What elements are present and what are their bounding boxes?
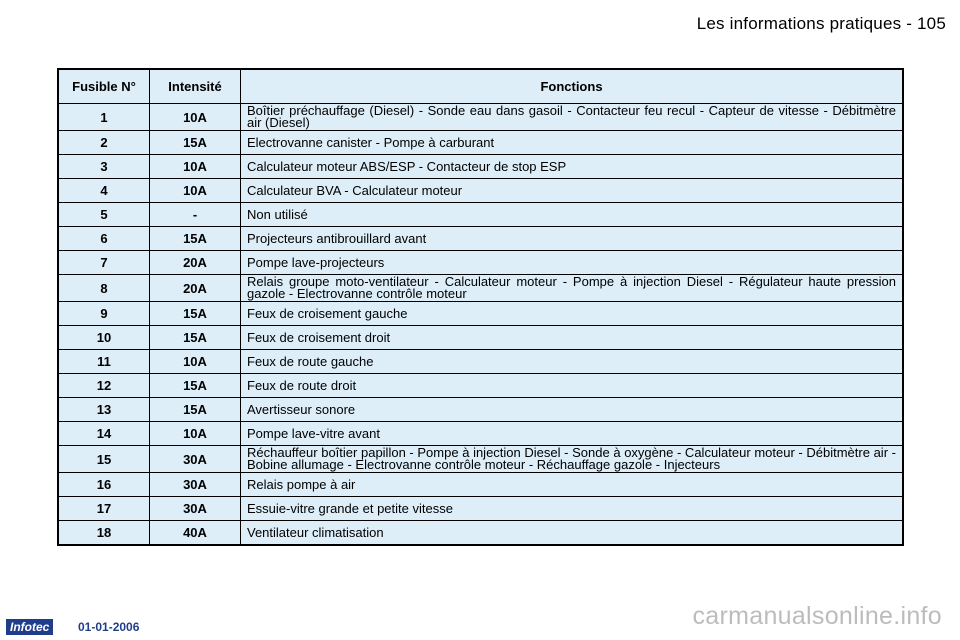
fuse-function: Calculateur moteur ABS/ESP - Contacteur de stop ESP — [241, 155, 904, 179]
table-row — [58, 104, 903, 131]
fuse-function: Feux de croisement gauche — [241, 302, 904, 326]
fuse-number: 17 — [58, 497, 150, 521]
table-row — [58, 131, 903, 155]
fuse-intensity: 30A — [150, 497, 241, 521]
fuse-intensity: 10A — [150, 104, 241, 131]
page-header-title: Les informations pratiques - 105 — [696, 14, 946, 33]
col-header-intensity: Intensité — [150, 69, 241, 104]
fuse-intensity: 15A — [150, 227, 241, 251]
fuse-intensity: 10A — [150, 155, 241, 179]
fuse-function: Relais pompe à air — [241, 473, 904, 497]
fuse-number: 9 — [58, 302, 150, 326]
fuse-number: 13 — [58, 398, 150, 422]
fuse-intensity: 10A — [150, 422, 241, 446]
fuse-number: 16 — [58, 473, 150, 497]
fuse-intensity: 30A — [150, 473, 241, 497]
fuse-intensity: 15A — [150, 326, 241, 350]
table-row — [58, 446, 903, 473]
fuse-function: Electrovanne canister - Pompe à carburant — [241, 131, 904, 155]
table-row — [58, 275, 903, 302]
fuse-number: 6 — [58, 227, 150, 251]
table-row — [58, 374, 903, 398]
fuse-number: 15 — [58, 446, 150, 473]
table-row — [58, 179, 903, 203]
table-row — [58, 350, 903, 374]
fuse-number: 11 — [58, 350, 150, 374]
table-row — [58, 227, 903, 251]
fuse-function: Pompe lave-vitre avant — [241, 422, 904, 446]
fuse-function: Feux de route gauche — [241, 350, 904, 374]
fuse-number: 7 — [58, 251, 150, 275]
fuse-function: Réchauffeur boîtier papillon - Pompe à injection Diesel - Sonde à oxygène - Calculateur moteur - Débitmètre air - Bobine allumage - Electrovanne contrôle moteur - Réchauffage gazole - Injecteurs — [241, 446, 904, 473]
fuse-function: Ventilateur climatisation — [241, 521, 904, 546]
fuse-function: Non utilisé — [241, 203, 904, 227]
fuse-function: Pompe lave-projecteurs — [241, 251, 904, 275]
fuse-function: Calculateur BVA - Calculateur moteur — [241, 179, 904, 203]
fuse-function: Feux de route droit — [241, 374, 904, 398]
table-row — [58, 326, 903, 350]
fuse-intensity: 20A — [150, 275, 241, 302]
table-row — [58, 473, 903, 497]
table-row — [58, 497, 903, 521]
col-header-fuse: Fusible N° — [58, 69, 150, 104]
fuse-intensity: 10A — [150, 350, 241, 374]
fuse-function: Projecteurs antibrouillard avant — [241, 227, 904, 251]
col-header-functions: Fonctions — [241, 69, 904, 104]
fuse-intensity: 15A — [150, 374, 241, 398]
fuse-table — [57, 68, 904, 546]
fuse-number: 8 — [58, 275, 150, 302]
fuse-number: 14 — [58, 422, 150, 446]
fuse-number: 2 — [58, 131, 150, 155]
fuse-function: Boîtier préchauffage (Diesel) - Sonde eau dans gasoil - Contacteur feu recul - Capteur de vitesse - Débitmètre air (Diesel) — [241, 104, 904, 131]
table-body — [58, 104, 903, 546]
header-row — [58, 69, 903, 104]
fuse-intensity: 20A — [150, 251, 241, 275]
fuse-number: 10 — [58, 326, 150, 350]
fuse-number: 12 — [58, 374, 150, 398]
fuse-function: Relais groupe moto-ventilateur - Calculateur moteur - Pompe à injection Diesel - Régulateur haute pression gazole - Electrovanne contrôle moteur — [241, 275, 904, 302]
fuse-intensity: 15A — [150, 398, 241, 422]
fuse-intensity: 40A — [150, 521, 241, 546]
table-row — [58, 251, 903, 275]
fuse-intensity: 10A — [150, 179, 241, 203]
fuse-number: 3 — [58, 155, 150, 179]
table-row — [58, 203, 903, 227]
fuse-function: Avertisseur sonore — [241, 398, 904, 422]
fuse-intensity: 15A — [150, 302, 241, 326]
table-row — [58, 155, 903, 179]
fuse-intensity: 30A — [150, 446, 241, 473]
infotec-logo: Infotec — [6, 619, 53, 635]
fuse-number: 1 — [58, 104, 150, 131]
fuse-number: 5 — [58, 203, 150, 227]
fuse-function: Essuie-vitre grande et petite vitesse — [241, 497, 904, 521]
watermark-text: carmanualsonline.info — [692, 602, 942, 630]
table-row — [58, 302, 903, 326]
table-row — [58, 521, 903, 546]
fuse-intensity: 15A — [150, 131, 241, 155]
fuse-number: 18 — [58, 521, 150, 546]
fuse-function: Feux de croisement droit — [241, 326, 904, 350]
footer-date: 01-01-2006 — [78, 620, 140, 634]
table-header — [58, 69, 903, 104]
table-row — [58, 398, 903, 422]
fuse-intensity: - — [150, 203, 241, 227]
fuse-number: 4 — [58, 179, 150, 203]
table-row — [58, 422, 903, 446]
